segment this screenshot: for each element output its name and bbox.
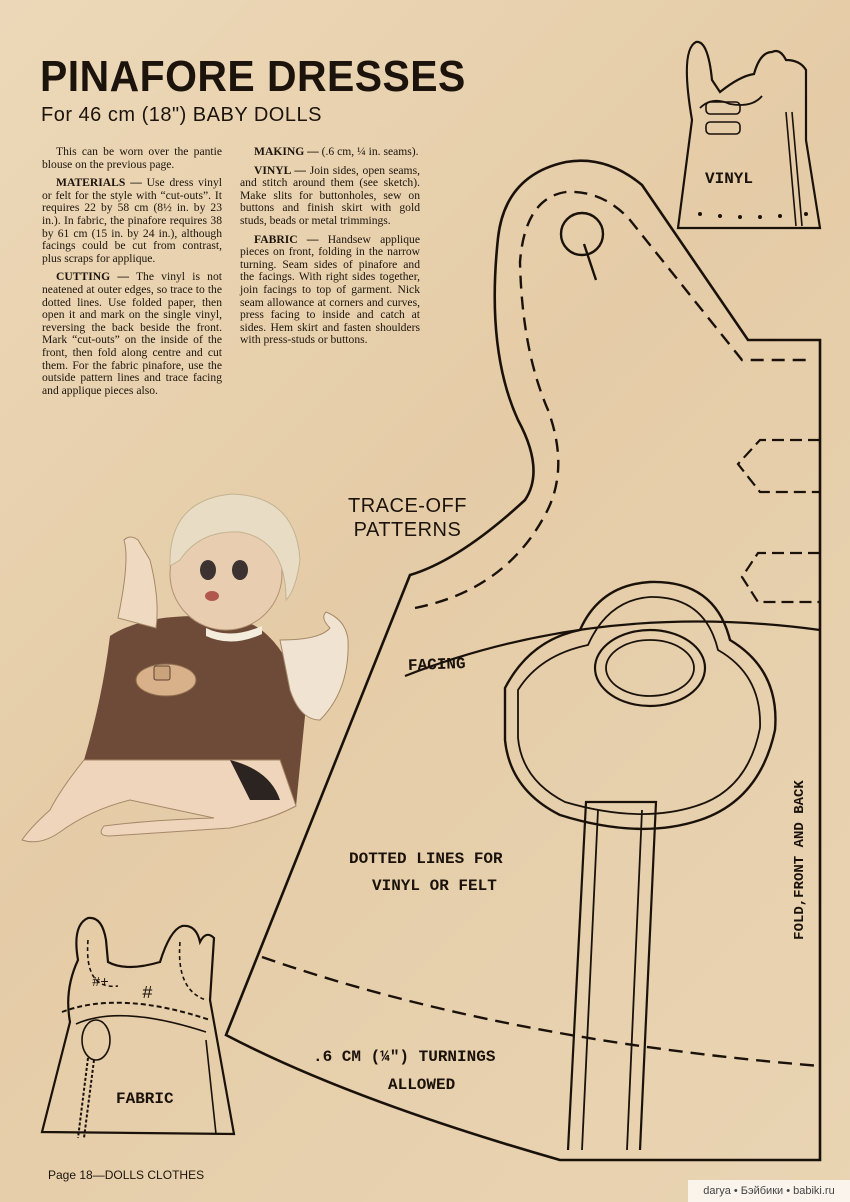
- applique-oval: [595, 630, 705, 706]
- trace-off-line-2: PATTERNS: [353, 519, 462, 541]
- dotted-lines-label-2: VINYL OR FELT: [372, 877, 497, 895]
- vinyl-heading: VINYL —: [254, 163, 307, 177]
- cutting-text: The vinyl is not neatened at outer edges, so trace to the dotted lines. Use folded paper, then open it and mark on the single vinyl, reversing the back beside the front. Mark “cut-outs” on the inside of the front, then fold along centre and cut them. For the fabric pinafore, use the outside pattern lines and trace facing and applique pieces also.: [42, 270, 222, 397]
- making-heading: MAKING —: [254, 145, 319, 158]
- watermark: darya • Бэйбики • babiki.ru: [688, 1180, 850, 1202]
- dotted-lines-label-1: DOTTED LINES FOR: [349, 850, 503, 868]
- intro-paragraph: This can be worn over the pantie blouse on the previous page.: [42, 145, 222, 171]
- button-hole-icon: [561, 213, 603, 255]
- turnings-label-2: ALLOWED: [388, 1076, 456, 1094]
- fabric-heading: FABRIC —: [254, 232, 319, 246]
- trace-off-line-1: TRACE-OFF: [348, 495, 467, 517]
- fabric-text: Handsew applique pieces on front, folding in the narrow turning. Seam sides of pinafore and the facings. With right sides together, join facings to top of garment. Nick seam allowance at corners and curves, press facing to inside and catch at sides. Hem skirt and fasten shoulders with press-studs or buttons.: [240, 232, 420, 347]
- page-title: PINAFORE DRESSES: [40, 52, 466, 101]
- fold-label: FOLD,FRONT AND BACK: [791, 780, 808, 940]
- materials-text: Use dress vinyl or felt for the style with “cut-outs”. It requires 22 by 58 cm (8½ in. by 23 in.). In fabric, the pinafore requires 38 by 61 cm (15 in. by 24 in.), although facings could be cut from contrast, plus scraps for applique.: [42, 176, 222, 265]
- cutout-slot-1: [738, 440, 820, 492]
- svg-text:#: #: [142, 984, 153, 1004]
- facing-line: [405, 622, 820, 676]
- page-footer: Page 18—DOLLS CLOTHES: [48, 1168, 205, 1182]
- cutting-heading: CUTTING —: [56, 270, 129, 284]
- making-text: (.6 cm, ¼ in. seams).: [321, 145, 419, 158]
- doll-photo: [22, 494, 348, 842]
- dotted-cut-line: [415, 192, 808, 608]
- svg-text:#+: #+: [92, 975, 109, 991]
- trace-off-heading: [348, 494, 467, 542]
- page-subtitle: For 46 cm (18") BABY DOLLS: [41, 104, 322, 126]
- materials-heading: MATERIALS —: [56, 176, 142, 190]
- vinyl-text: Join sides, open seams, and stitch around them (see sketch). Make slits for buttonholes, sew on buttons and finish skirt with gold studs, beads or metal trimmings.: [240, 163, 420, 227]
- vinyl-sketch: [678, 42, 820, 228]
- placket-strip: [568, 802, 656, 1150]
- turnings-label-1: .6 CM (¼ʺ) TURNINGS: [313, 1048, 496, 1066]
- facing-label: FACING: [407, 655, 466, 675]
- fabric-label: FABRIC: [116, 1090, 174, 1108]
- vinyl-label: VINYL: [705, 170, 754, 188]
- cutout-slot-2: [742, 553, 820, 602]
